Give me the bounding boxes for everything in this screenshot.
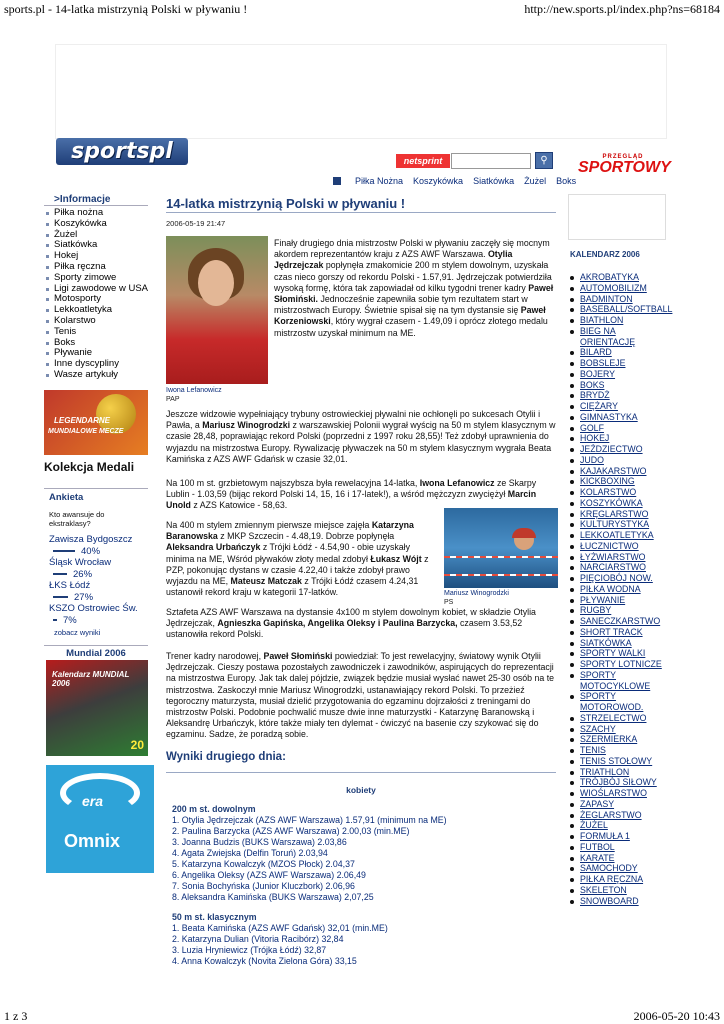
sidebar-item[interactable]: Ligi zawodowe w USA bbox=[44, 284, 148, 295]
poll-option-result bbox=[49, 591, 148, 603]
sidebar-item[interactable]: Żużel bbox=[44, 230, 148, 241]
topnav-link[interactable]: Boks bbox=[556, 176, 577, 186]
article-paragraph-1: Finały drugiego dnia mistrzostw Polski w pływaniu zaczęły się mocnym akordem reprezentantów kraju z AZS AWF Warszawa. Otylia Jędrzejczak popłynęła zmakomicie 200 m stylem dowolnym, uzyskała czas nieco gorszy od rekordu Polski - 1.57,91. Jędrzejczak potwierdziła wysoką formę, która tak zapowiadał od kilku tygodni trener kadry Paweł Słomiński. Jednocześnie zapewniła sobie tym rezultatem start w mistrzostwach Europy. Świetnie spisał się na tym dystansie się Paweł Korzeniowski, który wygrał czasem - 1.49,09 i oprócz złotego medalu mistrzostw uzyskał minimum na ME. bbox=[274, 238, 554, 338]
print-footer-datetime: 2006-05-20 10:43 bbox=[633, 1009, 720, 1023]
calendar-link[interactable]: JUDO bbox=[568, 455, 668, 466]
calendar-link[interactable]: GOLF bbox=[568, 423, 668, 434]
sidebar-item[interactable]: Lekkoatletyka bbox=[44, 305, 148, 316]
calendar-link[interactable]: SPORTY MOTOROWOD. bbox=[568, 691, 668, 713]
title-divider bbox=[166, 212, 556, 213]
poll-header: Ankieta bbox=[49, 492, 84, 503]
poll-result-bar bbox=[53, 573, 67, 575]
article-paragraph-4: Na 400 m stylem zmiennym pierwsze miejsce zajęła Katarzyna Baranowska z MKP Szczecin - 4.48,19. Dobrze popłynęła Aleksandra Urbańczyk z Trójki Łódź - 4.54,90 - obie uzyskały minima na ME, Wśród pływaków złoty medal zdobył Łukasz Wójt z PZP, pokonując dystans w czasie 4.22,40 i także zdobył prawo wyjazdu na ME, Mateusz Matczak z Trójki Łódź czasem 4.24,31 ustanowił rekord kraju w kategorii 17-latków. bbox=[166, 520, 429, 598]
search-icon: ⚲ bbox=[540, 155, 548, 166]
calendar-link[interactable]: SPORTY LOTNICZE bbox=[568, 659, 668, 670]
sidebar-item[interactable]: Hokej bbox=[44, 251, 148, 262]
calendar-link[interactable]: BASEBALL/SOFTBALL bbox=[568, 304, 668, 315]
calendar-link[interactable]: BOJERY bbox=[568, 369, 668, 380]
calendar-link[interactable]: TRIATHLON bbox=[568, 767, 668, 778]
calendar-link[interactable]: PIŁKA RĘCZNA bbox=[568, 874, 668, 885]
calendar-link[interactable]: SIATKÓWKA bbox=[568, 638, 668, 649]
calendar-link[interactable]: ŻEGLARSTWO bbox=[568, 810, 668, 821]
poll-options bbox=[44, 534, 148, 626]
promo-line1: LEGENDARNE bbox=[54, 416, 111, 425]
poll-result-bar bbox=[53, 596, 68, 598]
result-row: 7. Sonia Bochyńska (Junior Kluczbork) 2.06,96 bbox=[172, 881, 355, 891]
result-row: 4. Agata Zwiejska (Delfin Toruń) 2.03,94 bbox=[172, 848, 328, 858]
calendar-link[interactable]: TENIS STOŁOWY bbox=[568, 756, 668, 767]
site-logo-text: sportspl bbox=[71, 139, 173, 164]
poll-result-bar bbox=[53, 619, 57, 621]
left-sidebar bbox=[44, 194, 148, 381]
calendar-link[interactable]: SPORTY WALKI bbox=[568, 648, 668, 659]
poll-result-percent: 26% bbox=[73, 568, 93, 580]
calendar-link[interactable]: JEŹDZIECTWO bbox=[568, 444, 668, 455]
photo-face bbox=[198, 260, 234, 306]
article-paragraph-3: Na 100 m st. grzbietowym najszybsza była rewelacyjna 14-latka, Iwona Lefanowicz ze Skarpy Lublin - 1.03,59 (bijąc rekord Polski 14, 15, 16 i 17-latek!), a wśród mężczyzn zwyciężył Marcin Unold z AZS Katowice - 58,63. bbox=[166, 478, 537, 511]
promo-line2: MUNDIALOWE MECZE bbox=[48, 428, 124, 435]
poll-result-percent: 40% bbox=[81, 545, 101, 557]
calendar-link[interactable]: KOLARSTWO bbox=[568, 487, 668, 498]
article-date: 2006-05-19 21:47 bbox=[166, 219, 226, 228]
poll-option[interactable] bbox=[44, 557, 148, 580]
calendar-link[interactable]: SAMOCHODY bbox=[568, 863, 668, 874]
calendar-link[interactable]: KAJAKARSTWO bbox=[568, 466, 668, 477]
calendar-link[interactable]: BADMINTON bbox=[568, 294, 668, 305]
sidebar-item[interactable]: Wasze artykuły bbox=[44, 370, 148, 381]
medal-collection-label[interactable]: Kolekcja Medali bbox=[44, 460, 135, 474]
photo2-caption bbox=[444, 589, 509, 607]
article-title: 14-latka mistrzynią Polski w pływaniu ! bbox=[166, 196, 406, 211]
photo2-caption-source: PS bbox=[444, 599, 454, 606]
sidebar-item[interactable]: Siatkówka bbox=[44, 240, 148, 251]
site-logo[interactable] bbox=[56, 138, 188, 165]
calendar-link[interactable]: PIŁKA WODNA bbox=[568, 584, 668, 595]
topnav-link[interactable]: Piłka Nożna bbox=[355, 176, 404, 186]
calendar-link[interactable]: ŁYŻWIARSTWO bbox=[568, 552, 668, 563]
photo1-caption-source: PAP bbox=[166, 396, 180, 403]
sidebar-item[interactable]: Piłka nożna bbox=[44, 208, 148, 219]
calendar-link[interactable]: SKELETON bbox=[568, 885, 668, 896]
calendar-link[interactable]: KICKBOXING bbox=[568, 476, 668, 487]
event1-results bbox=[172, 815, 447, 903]
poll-question: Kto awansuje do ekstraklasy? bbox=[49, 510, 105, 528]
legendary-matches-promo[interactable] bbox=[44, 390, 148, 455]
partner-big-text: SPORTOWY bbox=[578, 159, 671, 176]
result-row: 2. Paulina Barzycka (AZS AWF Warszawa) 2.00,03 (min.ME) bbox=[172, 826, 410, 836]
results-divider bbox=[166, 772, 556, 773]
poll-option-result bbox=[49, 568, 148, 580]
poll-result-bar bbox=[53, 550, 75, 552]
calendar-link[interactable]: SPORTY MOTOCYKLOWE bbox=[568, 670, 668, 692]
calendar-link[interactable]: AKROBATYKA bbox=[568, 272, 668, 283]
sidebar-item[interactable]: Inne dyscypliny bbox=[44, 359, 148, 370]
result-row: 3. Luzia Hryniewicz (Trójka Łódź) 32,87 bbox=[172, 945, 327, 955]
top-banner-ad[interactable] bbox=[55, 44, 667, 139]
pool-lane-rope bbox=[444, 574, 558, 576]
mundial-ad-number: 20 bbox=[130, 738, 144, 752]
calendar-link[interactable]: SANECZKARSTWO bbox=[568, 616, 668, 627]
calendar-link[interactable]: TENIS bbox=[568, 745, 668, 756]
event2-results bbox=[172, 923, 388, 967]
calendar-link[interactable]: STRZELECTWO bbox=[568, 713, 668, 724]
calendar-header: KALENDARZ 2006 bbox=[570, 250, 640, 259]
era-omnix-ad[interactable] bbox=[46, 765, 154, 873]
event-title: 50 m st. klasycznym bbox=[172, 912, 257, 922]
calendar-link[interactable]: WIOŚLARSTWO bbox=[568, 788, 668, 799]
sidebar-item[interactable]: Piłka ręczna bbox=[44, 262, 148, 273]
calendar-link[interactable]: SZERMIERKA bbox=[568, 734, 668, 745]
topnav-link[interactable]: Żużel bbox=[524, 176, 547, 186]
calendar-link[interactable]: ZAPASY bbox=[568, 799, 668, 810]
result-row: 1. Otylia Jędrzejczak (AZS AWF Warszawa) 1.57,91 (minimum na ME) bbox=[172, 815, 447, 825]
poll-option-name: KSZO Ostrowiec Św. bbox=[49, 603, 138, 614]
calendar-link[interactable]: SNOWBOARD bbox=[568, 896, 668, 907]
sidebar-item[interactable]: Tenis bbox=[44, 327, 148, 338]
result-row: 4. Anna Kowalczyk (Novita Zielona Góra) 33,15 bbox=[172, 956, 357, 966]
sidebar-item[interactable]: Motosporty bbox=[44, 294, 148, 305]
sidebar-item[interactable]: Kolarstwo bbox=[44, 316, 148, 327]
photo1-caption-name: Iwona Lefanowicz bbox=[166, 387, 222, 394]
calendar-link[interactable]: BRYDŻ bbox=[568, 390, 668, 401]
calendar-link[interactable]: BOKS bbox=[568, 380, 668, 391]
poll-option-name: Śląsk Wrocław bbox=[49, 557, 112, 568]
result-row: 1. Beata Kamińska (AZS AWF Gdańsk) 32,01 (min.ME) bbox=[172, 923, 388, 933]
calendar-link[interactable]: HOKEJ bbox=[568, 433, 668, 444]
result-row: 3. Joanna Budzis (BUKS Warszawa) 2.03,86 bbox=[172, 837, 347, 847]
poll bbox=[44, 488, 148, 637]
result-row: 8. Aleksandra Kamińska (BUKS Warszawa) 2,07,25 bbox=[172, 892, 374, 902]
calendar-link[interactable]: RUGBY bbox=[568, 605, 668, 616]
calendar-link[interactable]: BIATHLON bbox=[568, 315, 668, 326]
calendar-list bbox=[568, 272, 673, 906]
result-row: 2. Katarzyna Dulian (Vitoria Racibórz) 32,84 bbox=[172, 934, 344, 944]
print-footer-page: 1 z 3 bbox=[4, 1009, 28, 1023]
poll-result-percent: 7% bbox=[63, 614, 77, 626]
calendar-link[interactable]: GIMNASTYKA bbox=[568, 412, 668, 423]
topnav-link[interactable]: Siatkówka bbox=[473, 176, 515, 186]
poll-option[interactable] bbox=[44, 534, 148, 557]
calendar-link[interactable]: PŁYWANIE bbox=[568, 595, 668, 606]
result-row: 5. Katarzyna Kowalczyk (MZOS Płock) 2.04,37 bbox=[172, 859, 355, 869]
article-paragraph-6: Trener kadry narodowej, Paweł Słomiński powiedział: To jest rewelacyjny, światowy wynik Otylii Jędrzejczak. Cieszy postawa pozostałych zawodniczek i zawodników, aspirujących do reprezentacji na mistrzostwa Europy. Jak tak dalej pójdzie, związek będzie musiał wysłać nawet 25-30 osób na te mistrzostwa. Zaskoczył mnie Mariusz Winogrodzki, ustanawiający rekord Polski. To przeżieź tegoroczny maturzysta, musiał dzielić przygotowania do egzaminu dojrzałości z treningami do mistrzostw Polski. Podobnie pochwalić musze dwie inne maturzystki - Katarzynę Baranowską i Aleksandrę Urbańczyk, które także miały ten dylemat - ćwiczyć na basenie czy szykować się do egzaminu. Sadze, że poradzą sobie. bbox=[166, 651, 555, 740]
calendar-link[interactable]: AUTOMOBILIZM bbox=[568, 283, 668, 294]
omnix-brand: Omnix bbox=[64, 831, 121, 851]
poll-option-result bbox=[49, 545, 148, 557]
sidebar-item[interactable]: Pływanie bbox=[44, 348, 148, 359]
calendar-link[interactable]: LEKKOATLETYKA bbox=[568, 530, 668, 541]
results-group-header: kobiety bbox=[346, 785, 376, 795]
calendar-link[interactable]: BIEG NA ORIENTACJĘ bbox=[568, 326, 668, 348]
print-header-title: sports.pl - 14-latka mistrzynią Polski w pływaniu ! bbox=[4, 2, 248, 16]
sidebar-item[interactable]: Sporty zimowe bbox=[44, 273, 148, 284]
results-title: Wyniki drugiego dnia: bbox=[166, 751, 286, 763]
calendar-link[interactable]: BILARD bbox=[568, 347, 668, 358]
topnav-link[interactable]: Koszykówka bbox=[413, 176, 464, 186]
poll-option-name: ŁKS Łódź bbox=[49, 580, 91, 591]
sidebar-item[interactable]: Boks bbox=[44, 338, 148, 349]
article-paragraph-5: Sztafeta AZS AWF Warszawa na dystansie 4x100 m stylem dowolnym kobiet, w składzie Otylia Jędrzejczak, Agnieszka Gapińska, Angelika Oleksy i Paulina Barzycka, czasem 3.53,52 ustanowiła rekord Polski. bbox=[166, 607, 536, 640]
poll-option-result bbox=[49, 614, 148, 626]
przeglad-sportowy-logo[interactable] bbox=[578, 154, 671, 180]
calendar-link[interactable]: KULTURYSTYKA bbox=[568, 519, 668, 530]
top-nav bbox=[333, 176, 576, 186]
calendar-link[interactable]: FORMUŁA 1 bbox=[568, 831, 668, 842]
calendar-link[interactable]: BOBSLEJE bbox=[568, 358, 668, 369]
sidebar-list bbox=[44, 208, 148, 381]
nav-square-icon bbox=[333, 177, 341, 185]
mundial-calendar-ad[interactable] bbox=[46, 660, 148, 756]
right-banner-ad[interactable] bbox=[568, 194, 666, 240]
calendar-link[interactable]: KARATE bbox=[568, 853, 668, 864]
calendar-link[interactable]: CIĘŻARY bbox=[568, 401, 668, 412]
photo2-caption-name: Mariusz Winogrodzki bbox=[444, 590, 509, 597]
calendar-link[interactable]: TRÓJBÓJ SIŁOWY bbox=[568, 777, 668, 788]
calendar-link[interactable]: KRĘGLARSTWO bbox=[568, 509, 668, 520]
poll-option[interactable] bbox=[44, 603, 148, 626]
sidebar-item[interactable]: Koszykówka bbox=[44, 219, 148, 230]
poll-results-link[interactable]: zobacz wyniki bbox=[54, 628, 101, 637]
search-button[interactable] bbox=[535, 152, 553, 169]
mundial-header: Mundial 2006 bbox=[44, 645, 148, 659]
netsprint-logo: netsprint bbox=[396, 154, 450, 168]
calendar-link[interactable]: SHORT TRACK bbox=[568, 627, 668, 638]
sidebar-header[interactable]: >Informacje bbox=[44, 194, 148, 206]
event-title: 200 m st. dowolnym bbox=[172, 804, 256, 814]
poll-result-percent: 27% bbox=[74, 591, 94, 603]
poll-option[interactable] bbox=[44, 580, 148, 603]
search-input[interactable] bbox=[451, 153, 531, 169]
calendar-link[interactable]: ŻUŻEL bbox=[568, 820, 668, 831]
calendar-link[interactable]: ŁUCZNICTWO bbox=[568, 541, 668, 552]
calendar-link[interactable]: FUTBOL bbox=[568, 842, 668, 853]
calendar-link[interactable]: NARCIARSTWO bbox=[568, 562, 668, 573]
article-photo-lefanowicz bbox=[166, 236, 268, 384]
result-row: 6. Angelika Oleksy (AZS AWF Warszawa) 2.06,49 bbox=[172, 870, 366, 880]
photo1-caption bbox=[166, 386, 222, 404]
partner-small-text: PRZEGLĄD bbox=[602, 154, 644, 160]
article-photo-winogrodzki bbox=[444, 508, 558, 588]
photo-swim-cap bbox=[512, 528, 536, 538]
calendar-link[interactable]: PIĘCIOBÓJ NOW. bbox=[568, 573, 668, 584]
calendar-link[interactable]: KOSZYKÓWKA bbox=[568, 498, 668, 509]
mundial-ad-text: Kalendarz MUNDIAL 2006 bbox=[52, 670, 130, 688]
article-paragraph-2: Jeszcze widzowie wypełniający trybuny ostrowieckiej pływalni nie ochłonęli po sukcesach Otylii i Pawła, a Mariusz Winogrodzki z warszawskiej Polonii wygrał wyścig na 50 m stylem klasycznym w czasie 28,48, poprawiając rekord Polski (poprzedni z 1997 roku 28,55)! Też zdobył uprawnienia do wyjazdu na mistrzostwa Europy. Rywalizację pływaczek na 50 m stylem klasycznym wygrała Beata Kamińska z AZS AWF Gdańsk w czasie 32,01. bbox=[166, 409, 556, 464]
poll-option-name: Zawisza Bydgoszcz bbox=[49, 534, 133, 545]
print-header-url: http://new.sports.pl/index.php?ns=68184 bbox=[524, 2, 720, 16]
calendar-link[interactable]: SZACHY bbox=[568, 724, 668, 735]
era-brand: era bbox=[82, 793, 104, 809]
pool-lane-rope bbox=[444, 556, 558, 558]
